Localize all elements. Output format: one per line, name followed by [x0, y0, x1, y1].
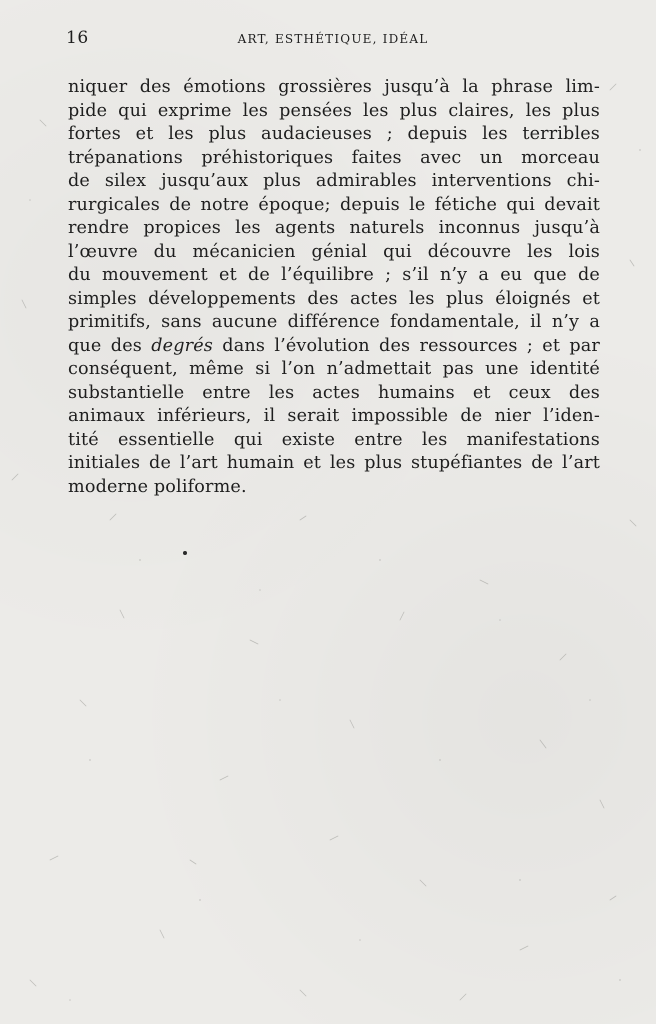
text-line: du mouvement et de l’équilibre ; s’il n’y a eu que de — [68, 265, 600, 285]
text-line: fortes et les plus audacieuses ; depuis les terribles — [68, 124, 600, 144]
text-line: pide qui exprime les pensées les plus claires, les plus — [68, 100, 600, 121]
page-number: 16 — [66, 28, 89, 48]
text-line: initiales de l’art humain et les plus stupéfiantes de l’art — [68, 453, 600, 473]
text-line: primitifs, sans aucune différence fondamentale, il n’y a — [68, 312, 600, 332]
text-line: animaux inférieurs, il serait impossible de nier l’iden- — [68, 406, 600, 426]
body-text — [68, 76, 600, 499]
text-line-last: moderne poliforme. — [68, 476, 247, 497]
text-line: conséquent, même si l’on n’admettait pas une identité — [68, 359, 600, 379]
text-line: rendre propices les agents naturels inconnus jusqu’à — [68, 218, 600, 238]
text-fragment: dans l’évolution des ressources ; et par — [212, 335, 600, 356]
text-line: niquer des émotions grossières jusqu’à la phrase lim- — [68, 77, 600, 97]
text-line: rurgicales de notre époque; depuis le fétiche qui devait — [68, 194, 600, 215]
text-line: l’œuvre du mécanicien génial qui découvre les lois — [68, 241, 600, 262]
page-header — [66, 28, 600, 50]
text-line: substantielle entre les actes humains et ceux des — [68, 382, 600, 403]
italic-word: degrés — [151, 335, 213, 356]
ink-dot — [183, 551, 187, 555]
text-line: simples développements des actes les plus éloignés et — [68, 288, 600, 309]
text-line: tité essentielle qui existe entre les manifestations — [68, 429, 600, 450]
text-line: trépanations préhistoriques faites avec un morceau — [68, 147, 600, 168]
text-line: de silex jusqu’aux plus admirables interventions chi- — [68, 171, 600, 191]
text-fragment: que des — [68, 335, 152, 356]
text-line-with-italic — [68, 335, 600, 359]
running-head: ART, ESTHÉTIQUE, IDÉAL — [237, 32, 429, 46]
